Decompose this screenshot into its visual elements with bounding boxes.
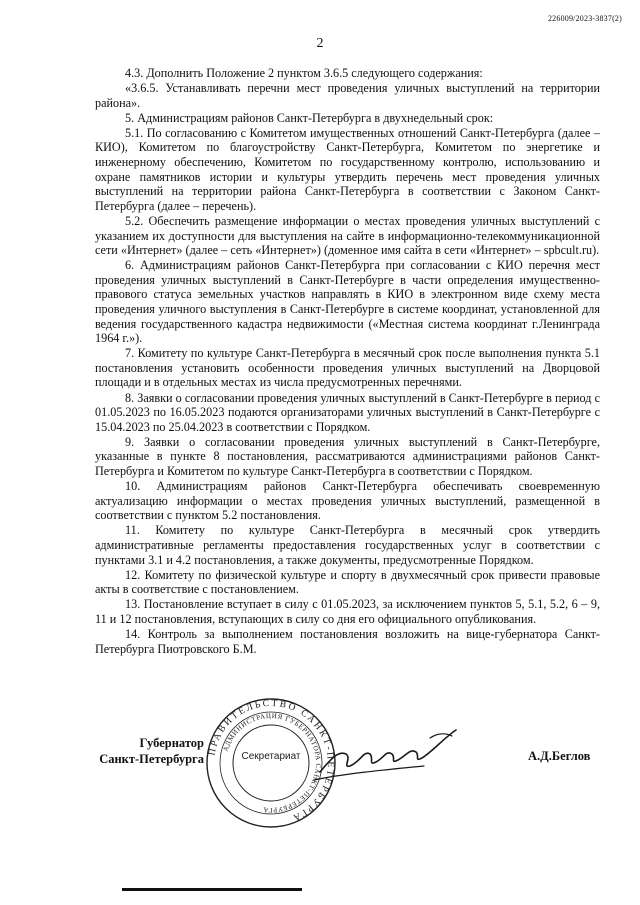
seal-ring-text: ПРАВИТЕЛЬСТВО САНКТ-ПЕТЕРБУРГА	[207, 698, 336, 824]
paragraph-6: 6. Администрациям районов Санкт-Петербурга при согласовании с КИО перечня мест проведения уличных выступлений в Санкт-Петербурге в части определения имущественно-правового статуса земельных участков направлять в КИО в электронном виде схему места проведения уличного выступления в Санкт-Петербурге в системе координат, установленной для ведения государственного кадастра недвижимости («Местная система координат г.Ленинграда 1964 г.»).	[95, 258, 600, 346]
paragraph-11: 11. Комитету по культуре Санкт-Петербурга в месячный срок утвердить административные регламенты предоставления государственных услуг в соответствии с пунктами 3.1 и 4.2 постановления, а также документы, предусмотренные Порядком.	[95, 523, 600, 567]
paragraph-13: 13. Постановление вступает в силу с 01.05.2023, за исключением пунктов 5, 5.1, 5.2, 6 – 9, 11 и 12 постановления, вступающих в силу со дня его официального опубликования.	[95, 597, 600, 626]
paragraph-4-3: 4.3. Дополнить Положение 2 пунктом 3.6.5 следующего содержания:	[125, 66, 483, 80]
signatory-title-line1: Губернатор	[139, 736, 204, 750]
paragraph-10: 10. Администрациям районов Санкт-Петербурга обеспечивать своевременную актуализацию информации о местах проведения уличных выступлений, размещенной в соответствии с пунктом 5.2 постановления.	[95, 479, 600, 523]
paragraph-14: 14. Контроль за выполнением постановления возложить на вице-губернатора Санкт-Петербурга Пиотровского Б.М.	[95, 627, 600, 656]
paragraph-9: 9. Заявки о согласовании проведения уличных выступлений в Санкт-Петербурге, указанные в пункте 8 постановления, рассматриваются администрациями районов Санкт-Петербурга и Комитетом по культуре Санкт-Петербурга в соответствии с Порядком.	[95, 434, 600, 479]
bottom-rule	[122, 888, 302, 891]
paragraph-5-1: 5.1. По согласованию с Комитетом имущественных отношений Санкт-Петербурга (далее – КИО), Комитетом по благоустройству Санкт-Петербурга, Комитетом по энергетике и инженерному обеспечению, Комитетом по государственному контролю, использованию и охране памятников истории и культуры утвердить перечень мест проведения уличных выступлений на территории района Санкт-Петербурга в соответствии с Законом Санкт-Петербурга (далее – перечень).	[95, 125, 600, 213]
paragraph-5-2: 5.2. Обеспечить размещение информации о местах проведения уличных выступлений с указанием их доступности для выступления на сайте в информационно-телекоммуникационной сети «Интернет» (далее – сеть «Интернет») (доменное имя сайта в сети «Интернет» – spbcult.ru).	[95, 213, 600, 258]
signatory-title-line2: Санкт-Петербурга	[99, 752, 204, 766]
paragraph-3-6-5: «3.6.5. Устанавливать перечни мест проведения уличных выступлений на территории района».	[95, 81, 600, 110]
page-number: 2	[316, 36, 324, 51]
seal-center-text: Секретариат	[241, 751, 301, 762]
paragraph-8: 8. Заявки о согласовании проведения уличных выступлений в Санкт-Петербурге в период с 01.05.2023 по 16.05.2023 подаются организаторами уличных выступлений в Санкт-Петербурге с 15.04.2023 по 25.04.2023 в соответствии с Порядком.	[95, 390, 600, 434]
paragraph-7: 7. Комитету по культуре Санкт-Петербурга в месячный срок после выполнения пункта 5.1 постановления установить особенности проведения уличных выступлений на Дворцовой площади и в отдельных местах из числа предусмотренных перечнями.	[95, 346, 600, 390]
handwritten-signature	[312, 720, 462, 790]
document-body	[95, 66, 600, 657]
seal-inner-ring-text: АДМИНИСТРАЦИЯ ГУБЕРНАТОРА САНКТ-ПЕТЕРБУРГА	[221, 711, 323, 815]
signatory-title	[92, 735, 204, 767]
signatory-name: А.Д.Беглов	[528, 749, 591, 763]
paragraph-12: 12. Комитету по физической культуре и спорту в двухмесячный срок привести правовые акты в соответствие с постановлением.	[95, 567, 600, 597]
paragraph-5: 5. Администрациям районов Санкт-Петербурга в двухнедельный срок:	[125, 110, 494, 125]
document-number: 226009/2023-3837(2)	[547, 14, 622, 23]
